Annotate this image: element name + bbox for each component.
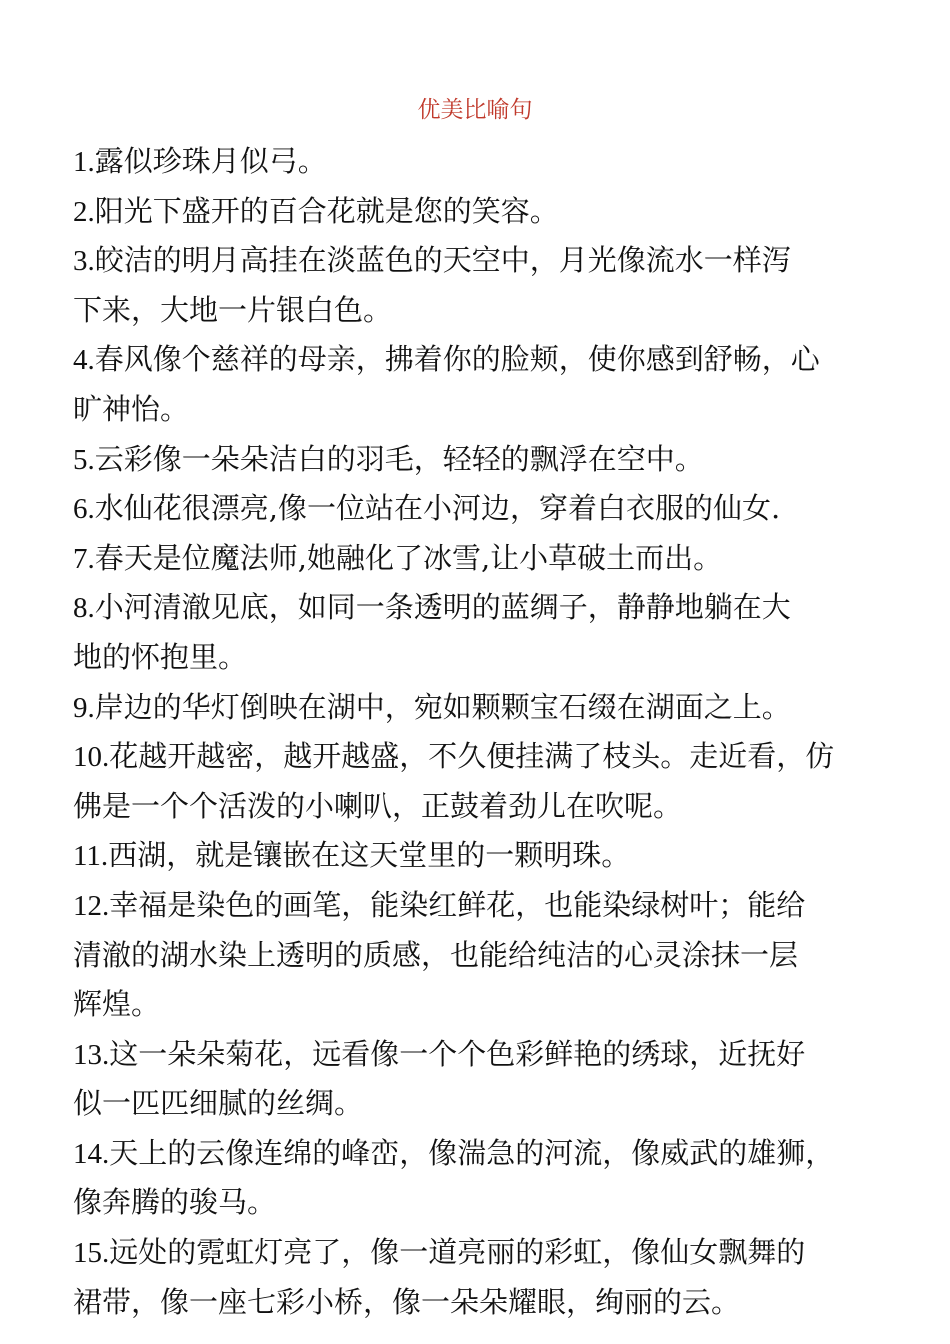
sentence-number: 5. bbox=[73, 443, 95, 476]
sentence-text: 这一朵朵菊花，远看像一个个色彩鲜艳的绣球，近抚好 bbox=[109, 1036, 806, 1071]
sentence-item bbox=[73, 1129, 873, 1228]
sentence-line bbox=[73, 931, 873, 981]
sentence-text: 辉煌。 bbox=[73, 987, 161, 1022]
sentence-item bbox=[73, 683, 873, 733]
sentence-line bbox=[73, 286, 873, 336]
sentence-text: 小河清澈见底，如同一条透明的蓝绸子，静静地躺在大 bbox=[94, 590, 791, 625]
sentence-text: 露似珍珠月似弓。 bbox=[94, 144, 327, 178]
sentence-line bbox=[73, 385, 873, 435]
sentence-text: 阳光下盛开的百合花就是您的笑容。 bbox=[94, 193, 559, 228]
sentence-text: 天上的云像连绵的峰峦，像湍急的河流，像威武的雄狮， bbox=[109, 1135, 835, 1170]
sentence-item bbox=[73, 732, 873, 831]
sentence-text: 佛是一个个活泼的小喇叭，正鼓着劲儿在吹呢。 bbox=[73, 788, 683, 823]
sentence-number: 10. bbox=[73, 741, 110, 774]
sentence-line bbox=[73, 1129, 873, 1179]
sentence-text: 裙带，像一座七彩小桥，像一朵朵耀眼，绚丽的云。 bbox=[73, 1284, 741, 1319]
sentence-item bbox=[73, 236, 873, 335]
sentence-number: 15. bbox=[73, 1237, 110, 1270]
sentence-line bbox=[73, 1178, 873, 1228]
sentence-line bbox=[73, 633, 873, 683]
sentence-line bbox=[73, 236, 873, 286]
sentence-list bbox=[73, 137, 873, 1327]
sentence-number: 7. bbox=[73, 542, 95, 575]
sentence-text: 地的怀抱里。 bbox=[73, 639, 248, 674]
sentence-line bbox=[73, 583, 873, 633]
sentence-number: 14. bbox=[73, 1137, 110, 1170]
sentence-line bbox=[73, 881, 873, 931]
sentence-text: 西湖，就是镶嵌在这天堂里的一颗明珠。 bbox=[108, 838, 631, 873]
page-title: 优美比喻句 bbox=[417, 97, 533, 123]
sentence-line bbox=[73, 335, 873, 385]
sentence-text: 春天是位魔法师,她融化了冰雪,让小草破土而出。 bbox=[94, 540, 723, 575]
sentence-text: 水仙花很漂亮,像一位站在小河边，穿着白衣服的仙女. bbox=[94, 491, 781, 526]
sentence-number: 6. bbox=[73, 493, 95, 526]
sentence-item bbox=[73, 881, 873, 1030]
sentence-number: 12. bbox=[73, 889, 110, 922]
sentence-text: 花越开越密，越开越盛，不久便挂满了枝头。走近看，仿 bbox=[109, 739, 835, 774]
sentence-text: 似一匹匹细腻的丝绸。 bbox=[73, 1086, 364, 1121]
sentence-number: 4. bbox=[73, 344, 95, 377]
sentence-line bbox=[73, 1278, 873, 1328]
sentence-number: 11. bbox=[73, 840, 109, 873]
sentence-text: 皎洁的明月高挂在淡蓝色的天空中，月光像流水一样泻 bbox=[94, 243, 791, 278]
sentence-line bbox=[73, 683, 873, 733]
sentence-number: 8. bbox=[73, 592, 95, 625]
sentence-text: 岸边的华灯倒映在湖中，宛如颗颗宝石缀在湖面之上。 bbox=[94, 689, 791, 724]
sentence-item bbox=[73, 484, 873, 534]
sentence-item bbox=[73, 335, 873, 434]
sentence-line bbox=[73, 534, 873, 584]
sentence-item bbox=[73, 1030, 873, 1129]
sentence-text: 下来，大地一片银白色。 bbox=[73, 292, 393, 327]
sentence-item bbox=[73, 1228, 873, 1327]
sentence-line bbox=[73, 435, 873, 485]
sentence-item bbox=[73, 187, 873, 237]
sentence-number: 2. bbox=[73, 195, 95, 228]
sentence-number: 9. bbox=[73, 691, 95, 724]
sentence-text: 云彩像一朵朵洁白的羽毛，轻轻的飘浮在空中。 bbox=[94, 441, 704, 476]
sentence-number: 3. bbox=[73, 245, 95, 278]
sentence-line bbox=[73, 137, 873, 187]
sentence-line bbox=[73, 1228, 873, 1278]
sentence-text: 旷神怡。 bbox=[73, 391, 190, 426]
sentence-line bbox=[73, 484, 873, 534]
sentence-line bbox=[73, 1079, 873, 1129]
sentence-text: 像奔腾的骏马。 bbox=[73, 1185, 277, 1220]
sentence-item bbox=[73, 137, 873, 187]
sentence-item bbox=[73, 435, 873, 485]
sentence-number: 13. bbox=[73, 1038, 110, 1071]
sentence-text: 幸福是染色的画笔，能染红鲜花，也能染绿树叶；能给 bbox=[109, 887, 806, 922]
sentence-item bbox=[73, 831, 873, 881]
sentence-item bbox=[73, 583, 873, 682]
sentence-text: 清澈的湖水染上透明的质感，也能给纯洁的心灵涂抹一层 bbox=[73, 937, 799, 972]
sentence-line bbox=[73, 187, 873, 237]
sentence-line bbox=[73, 782, 873, 832]
sentence-line bbox=[73, 831, 873, 881]
sentence-item bbox=[73, 534, 873, 584]
sentence-line bbox=[73, 980, 873, 1030]
sentence-text: 春风像个慈祥的母亲，拂着你的脸颊，使你感到舒畅，心 bbox=[94, 342, 820, 377]
sentence-line bbox=[73, 1030, 873, 1080]
sentence-number: 1. bbox=[73, 146, 95, 178]
sentence-text: 远处的霓虹灯亮了，像一道亮丽的彩虹，像仙女飘舞的 bbox=[109, 1235, 806, 1270]
sentence-line bbox=[73, 732, 873, 782]
